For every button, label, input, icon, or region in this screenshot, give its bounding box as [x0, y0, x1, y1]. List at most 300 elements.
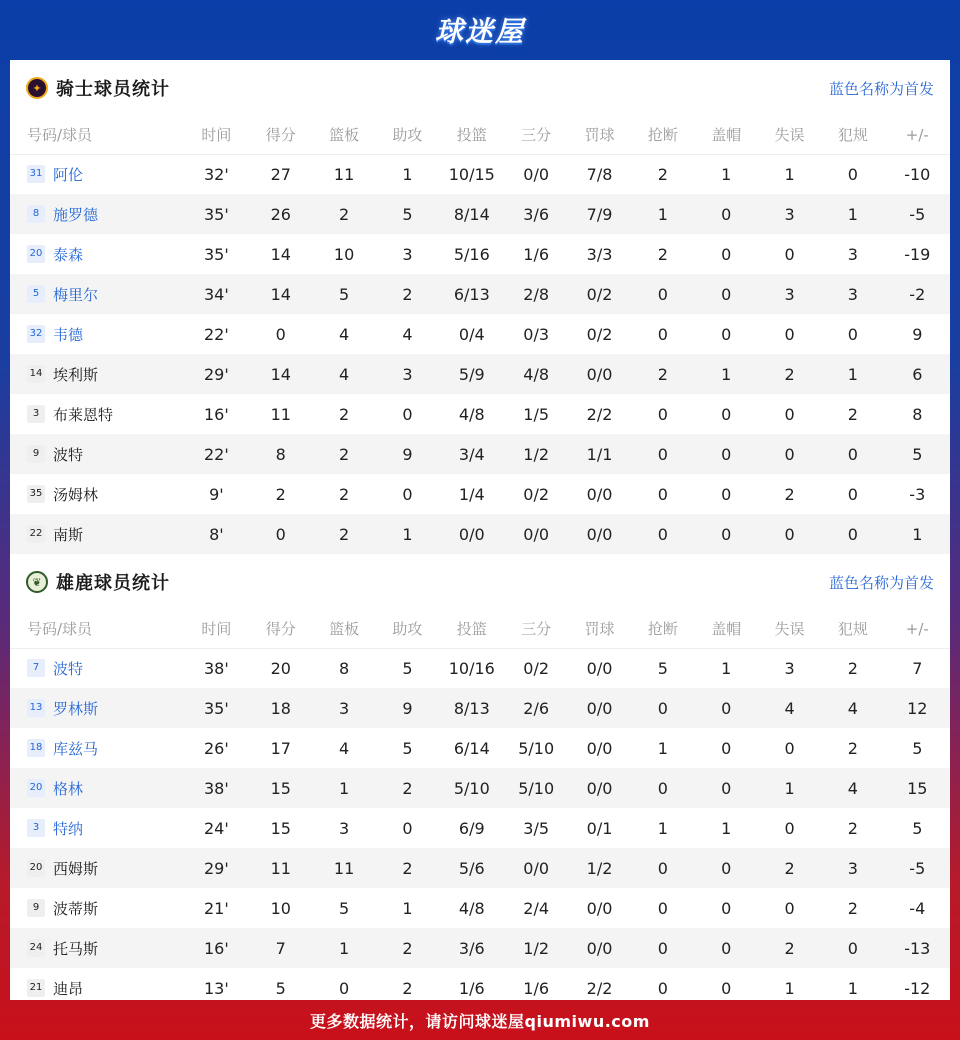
stat-cell: 0/0 [439, 514, 504, 554]
player-row[interactable] [10, 688, 950, 728]
stat-cell: 16' [204, 404, 229, 424]
stat-cell: 0/3 [523, 324, 550, 344]
stat-cell: 0 [402, 484, 413, 504]
column-header: 三分 [505, 116, 568, 154]
stat-cell: 9 [376, 434, 439, 474]
player-name[interactable]: 格林 [53, 779, 84, 798]
stat-cell: 26' [204, 738, 229, 758]
stat-cell: 0 [631, 274, 694, 314]
stat-cell: 3 [821, 848, 884, 888]
stat-cell: -5 [885, 194, 950, 234]
starter-legend: 蓝色名称为首发 [828, 573, 934, 592]
player-name[interactable]: 迪昂 [53, 979, 84, 998]
stat-cell: 4 [312, 354, 375, 394]
stat-cell: 0 [631, 848, 694, 888]
stat-cell: 11 [270, 404, 291, 424]
stat-cell: 0 [821, 514, 884, 554]
player-cell [10, 648, 184, 688]
stat-cell: 10 [333, 244, 355, 264]
stat-cell: 2 [657, 164, 668, 184]
stat-cell: 1 [402, 164, 413, 184]
player-name[interactable]: 梅里尔 [53, 285, 99, 304]
stat-cell: 35' [204, 244, 229, 264]
player-row[interactable] [10, 768, 950, 808]
stat-cell: 2 [847, 898, 858, 918]
stat-cell: 15 [249, 768, 312, 808]
stat-cell: 5 [376, 194, 439, 234]
player-name[interactable]: 南斯 [53, 525, 84, 544]
stat-cell: 26 [249, 194, 312, 234]
stat-cell: 2 [847, 738, 858, 758]
stat-cell: 3 [402, 244, 413, 264]
player-name[interactable]: 罗林斯 [53, 699, 99, 718]
player-name[interactable]: 施罗德 [53, 205, 99, 224]
jersey-number: 8 [27, 205, 45, 223]
stat-cell: 27 [270, 164, 291, 184]
stat-cell: 0 [847, 324, 858, 344]
stat-cell: 7/8 [586, 164, 613, 184]
stat-cell: 2 [758, 928, 821, 968]
stat-cell: 0/2 [523, 658, 550, 678]
stat-cell: 10/15 [448, 164, 495, 184]
stat-cell: 10 [270, 898, 291, 918]
stat-cell: 1 [312, 928, 375, 968]
stat-cell: 0 [631, 768, 694, 808]
stat-cell: 35' [184, 194, 249, 234]
stat-cell: 1 [312, 768, 375, 808]
stat-cell: 1 [885, 514, 950, 554]
stat-cell: 0 [657, 324, 668, 344]
player-cell [10, 728, 184, 768]
stat-cell: 0 [821, 928, 884, 968]
table-header-row [10, 610, 950, 648]
stat-cell: 5 [402, 738, 413, 758]
column-header: 三分 [505, 610, 568, 648]
stat-cell: 0/0 [505, 514, 568, 554]
stat-cell: 1/4 [458, 484, 485, 504]
player-name[interactable]: 西姆斯 [53, 859, 99, 878]
player-cell [10, 354, 184, 394]
stat-cell: 11 [249, 848, 312, 888]
player-name[interactable]: 特纳 [53, 819, 84, 838]
player-name[interactable]: 泰森 [53, 245, 84, 264]
stat-cell: 0/2 [568, 274, 631, 314]
stat-cell: 14 [270, 244, 291, 264]
column-header: 得分 [249, 610, 312, 648]
stat-cell: 2 [657, 244, 668, 264]
stat-cell: 1 [721, 658, 732, 678]
column-header: +/- [885, 610, 950, 648]
section-header [10, 554, 950, 610]
stat-cell: 0 [631, 928, 694, 968]
column-header: 罚球 [568, 610, 631, 648]
stat-cell: 0/0 [568, 768, 631, 808]
stat-cell: 2/6 [505, 688, 568, 728]
column-header: 助攻 [376, 610, 439, 648]
stat-cell: 5 [339, 898, 350, 918]
stat-cell: 9 [376, 688, 439, 728]
stat-cell: 11 [333, 164, 355, 184]
player-cell [10, 274, 184, 314]
stat-cell: 5 [312, 274, 375, 314]
stat-cell: 4/8 [505, 354, 568, 394]
stat-cell: 3/3 [586, 244, 613, 264]
stat-cell: 6/13 [439, 274, 504, 314]
stat-cell: 5 [402, 658, 413, 678]
stat-cell: 38' [184, 768, 249, 808]
player-name[interactable]: 汤姆林 [53, 485, 99, 504]
stat-cell: 0 [721, 898, 732, 918]
jersey-number: 21 [27, 979, 45, 997]
stat-cell: 2 [758, 354, 821, 394]
stat-cell: 1 [847, 978, 858, 998]
starter-legend: 蓝色名称为首发 [828, 79, 934, 98]
stat-cell: 2 [847, 658, 858, 678]
stats-table [10, 116, 950, 554]
column-header: 盖帽 [695, 610, 758, 648]
stat-cell: 21' [204, 898, 229, 918]
stat-cell: 7 [912, 658, 923, 678]
column-header: 助攻 [376, 116, 439, 154]
stat-cell: 0 [721, 244, 732, 264]
stat-cell: 38' [204, 658, 229, 678]
stat-cell: 1/6 [458, 978, 485, 998]
player-cell [10, 194, 184, 234]
jersey-number: 20 [27, 779, 45, 797]
stat-cell: 6 [885, 354, 950, 394]
player-row[interactable] [10, 514, 950, 554]
stat-cell: 4 [821, 768, 884, 808]
stat-cell: 1 [657, 818, 668, 838]
column-header: 号码/球员 [10, 116, 184, 154]
stat-cell: 0/0 [523, 164, 550, 184]
stat-cell: 2 [376, 928, 439, 968]
player-row[interactable] [10, 648, 950, 688]
stat-cell: 4 [758, 688, 821, 728]
stat-cell: 20 [270, 658, 291, 678]
player-name[interactable]: 阿伦 [53, 165, 84, 184]
column-header: 罚球 [568, 116, 631, 154]
player-row[interactable] [10, 274, 950, 314]
stat-cell: 4 [339, 324, 350, 344]
player-cell [10, 394, 184, 434]
jersey-number: 32 [27, 325, 45, 343]
jersey-number: 22 [27, 525, 45, 543]
stat-cell: 2 [312, 514, 375, 554]
player-cell [10, 154, 184, 194]
player-cell [10, 474, 184, 514]
jersey-number: 31 [27, 165, 45, 183]
column-header: 犯规 [821, 116, 884, 154]
stat-cell: 0 [695, 514, 758, 554]
jersey-number: 20 [27, 859, 45, 877]
stat-cell: -2 [885, 274, 950, 314]
stat-cell: 3 [339, 818, 350, 838]
stat-cell: 22' [204, 324, 229, 344]
stat-cell: 0 [631, 688, 694, 728]
jersey-number: 3 [27, 819, 45, 837]
stat-cell: 22' [184, 434, 249, 474]
stat-cell: 2 [312, 434, 375, 474]
column-header: 抢断 [631, 610, 694, 648]
stat-cell: 14 [249, 274, 312, 314]
player-cell [10, 848, 184, 888]
stat-cell: 7 [249, 928, 312, 968]
jersey-number: 20 [27, 245, 45, 263]
stat-cell: 1 [721, 818, 732, 838]
player-name[interactable]: 埃利斯 [53, 365, 99, 384]
player-row[interactable] [10, 474, 950, 514]
stat-cell: 0 [784, 244, 795, 264]
stat-cell: 0/0 [568, 688, 631, 728]
column-header: 时间 [184, 610, 249, 648]
stat-cell: 1 [784, 978, 795, 998]
column-header: 盖帽 [695, 116, 758, 154]
stat-cell: 0 [657, 978, 668, 998]
stat-cell: 4/8 [458, 898, 485, 918]
stat-cell: 1 [657, 738, 668, 758]
jersey-number: 14 [27, 365, 45, 383]
stat-cell: 3 [784, 658, 795, 678]
team-title: 雄鹿球员统计 [56, 573, 170, 594]
stat-cell: 5/10 [518, 738, 555, 758]
stat-cell: 0 [784, 324, 795, 344]
stat-cell: 0/0 [586, 898, 613, 918]
player-cell [10, 234, 184, 274]
stat-cell: 5/9 [439, 354, 504, 394]
stat-cell: 8 [339, 658, 350, 678]
stat-cell: 3 [847, 244, 858, 264]
stat-cell: 2 [312, 194, 375, 234]
stat-cell: 1/6 [523, 978, 550, 998]
stat-cell: 9 [912, 324, 923, 344]
stat-cell: 0 [657, 484, 668, 504]
player-row[interactable] [10, 194, 950, 234]
stat-cell: 29' [184, 354, 249, 394]
stat-cell: 2 [402, 978, 413, 998]
stat-cell: -4 [909, 898, 926, 918]
jersey-number: 3 [27, 405, 45, 423]
stat-cell: 0 [402, 404, 413, 424]
column-header: 失误 [758, 116, 821, 154]
site-logo: 球迷屋 [434, 15, 525, 48]
stat-cell: 0 [758, 514, 821, 554]
stat-cell: 3/5 [523, 818, 550, 838]
stat-cell: 0/0 [568, 514, 631, 554]
stat-cell: 15 [885, 768, 950, 808]
column-header: 犯规 [821, 610, 884, 648]
stat-cell: 1 [821, 194, 884, 234]
stat-cell: 0 [721, 738, 732, 758]
stat-cell: 5/16 [453, 244, 490, 264]
player-row[interactable] [10, 394, 950, 434]
stat-cell: 0 [695, 768, 758, 808]
stat-cell: 0 [784, 738, 795, 758]
stat-cell: 0/2 [586, 324, 613, 344]
stat-cell: 0 [695, 928, 758, 968]
stat-cell: 3 [376, 354, 439, 394]
player-row[interactable] [10, 888, 950, 928]
stat-cell: 1/5 [523, 404, 550, 424]
team-section [10, 60, 950, 554]
stat-cell: 2 [339, 404, 350, 424]
stat-cell: 24' [204, 818, 229, 838]
stat-cell: 1 [402, 898, 413, 918]
stat-cell: 0 [275, 324, 286, 344]
stat-cell: 8 [249, 434, 312, 474]
top-bar [0, 0, 960, 60]
stat-cell: 5/6 [439, 848, 504, 888]
stat-cell: -10 [904, 164, 931, 184]
player-cell [10, 768, 184, 808]
stat-cell: 0 [784, 404, 795, 424]
player-name[interactable]: 波蒂斯 [53, 899, 99, 918]
stat-cell: 2/2 [586, 978, 613, 998]
stat-cell: 0 [695, 688, 758, 728]
stat-cell: 18 [249, 688, 312, 728]
column-header: 投篮 [439, 610, 504, 648]
stat-cell: 0/0 [586, 658, 613, 678]
stat-cell: 3/6 [439, 928, 504, 968]
stat-cell: 0/2 [523, 484, 550, 504]
stat-cell: 2 [758, 848, 821, 888]
stat-cell: 0 [821, 434, 884, 474]
stat-cell: 0 [721, 404, 732, 424]
stat-cell: 0 [695, 848, 758, 888]
player-name[interactable]: 韦德 [53, 325, 84, 344]
player-row[interactable] [10, 234, 950, 274]
stat-cell: 0 [339, 978, 350, 998]
stat-cell: -3 [909, 484, 926, 504]
stat-cell: 6/9 [458, 818, 485, 838]
stat-cell: 0 [657, 898, 668, 918]
stat-cell: 32' [204, 164, 229, 184]
player-row[interactable] [10, 928, 950, 968]
stat-cell: 1/2 [505, 434, 568, 474]
stat-cell: 1/2 [568, 848, 631, 888]
player-name[interactable]: 库兹马 [53, 739, 99, 758]
stat-cell: 2/2 [586, 404, 613, 424]
stat-cell: 5 [657, 658, 668, 678]
stat-cell: 5/10 [505, 768, 568, 808]
player-row[interactable] [10, 434, 950, 474]
stat-cell: 2 [376, 848, 439, 888]
jersey-number: 9 [27, 899, 45, 917]
stat-cell: 3 [758, 194, 821, 234]
stat-cell: 2/8 [505, 274, 568, 314]
stat-cell: 15 [270, 818, 291, 838]
player-name[interactable]: 托马斯 [53, 939, 99, 958]
stat-cell: 1 [721, 164, 732, 184]
stat-cell: 4 [821, 688, 884, 728]
stat-cell: 1/2 [505, 928, 568, 968]
player-name[interactable]: 布莱恩特 [53, 405, 114, 424]
stat-cell: 9' [209, 484, 224, 504]
section-title [26, 75, 170, 101]
stat-cell: 10/16 [448, 658, 495, 678]
stat-cell: 0 [249, 514, 312, 554]
stat-cell: 7/9 [568, 194, 631, 234]
stat-cell: 2/4 [523, 898, 550, 918]
stat-cell: 4 [402, 324, 413, 344]
player-name[interactable]: 波特 [53, 659, 84, 678]
stat-cell: 0 [631, 434, 694, 474]
player-row[interactable] [10, 314, 950, 354]
stat-cell: 0 [847, 484, 858, 504]
stats-table [10, 610, 950, 1008]
stat-cell: 0 [847, 164, 858, 184]
player-name[interactable]: 波特 [53, 445, 84, 464]
jersey-number: 13 [27, 699, 45, 717]
stat-cell: 3/6 [505, 194, 568, 234]
player-cell [10, 888, 184, 928]
stat-cell: 34' [184, 274, 249, 314]
player-row[interactable] [10, 354, 950, 394]
bucks-logo-icon: ❦ [26, 571, 48, 593]
stat-cell: 1 [821, 354, 884, 394]
player-cell [10, 928, 184, 968]
stat-cell: 3 [312, 688, 375, 728]
player-cell [10, 688, 184, 728]
stat-cell: 2 [376, 274, 439, 314]
stat-cell: 1 [784, 164, 795, 184]
player-cell [10, 808, 184, 848]
stat-cell: 5 [885, 434, 950, 474]
player-row[interactable] [10, 808, 950, 848]
stat-cell: -19 [904, 244, 931, 264]
stat-cell: 2 [631, 354, 694, 394]
stat-cell: 0/0 [568, 354, 631, 394]
column-header: 篮板 [312, 610, 375, 648]
player-row[interactable] [10, 154, 950, 194]
player-cell [10, 434, 184, 474]
stat-cell: 2 [275, 484, 286, 504]
stat-cell: 1 [376, 514, 439, 554]
stat-cell: 0 [721, 324, 732, 344]
stat-cell: 1/6 [523, 244, 550, 264]
stat-cell: 5/10 [439, 768, 504, 808]
stat-cell: 29' [184, 848, 249, 888]
column-header: 失误 [758, 610, 821, 648]
stat-cell: 3 [821, 274, 884, 314]
stat-cell: 1 [695, 354, 758, 394]
section-title [26, 569, 170, 595]
column-header: 得分 [249, 116, 312, 154]
stat-cell: 0 [631, 514, 694, 554]
player-row[interactable] [10, 848, 950, 888]
stat-cell: 8/13 [439, 688, 504, 728]
stat-cell: 0 [758, 434, 821, 474]
stat-cell: 5 [912, 818, 923, 838]
stat-cell: 4 [339, 738, 350, 758]
column-header: 时间 [184, 116, 249, 154]
column-header: 投篮 [439, 116, 504, 154]
stat-cell: 5 [912, 738, 923, 758]
footer-banner[interactable]: 更多数据统计，请访问球迷屋qiumiwu.com [310, 1011, 650, 1031]
player-row[interactable] [10, 728, 950, 768]
stat-cell: 3 [758, 274, 821, 314]
stat-cell: 6/14 [453, 738, 490, 758]
team-title: 骑士球员统计 [56, 79, 170, 100]
column-header: 号码/球员 [10, 610, 184, 648]
stat-cell: -5 [885, 848, 950, 888]
stat-cell: 1 [758, 768, 821, 808]
stat-cell: -12 [904, 978, 931, 998]
stat-cell: 0/0 [586, 484, 613, 504]
jersey-number: 24 [27, 939, 45, 957]
player-cell [10, 314, 184, 354]
stat-cell: 0 [402, 818, 413, 838]
